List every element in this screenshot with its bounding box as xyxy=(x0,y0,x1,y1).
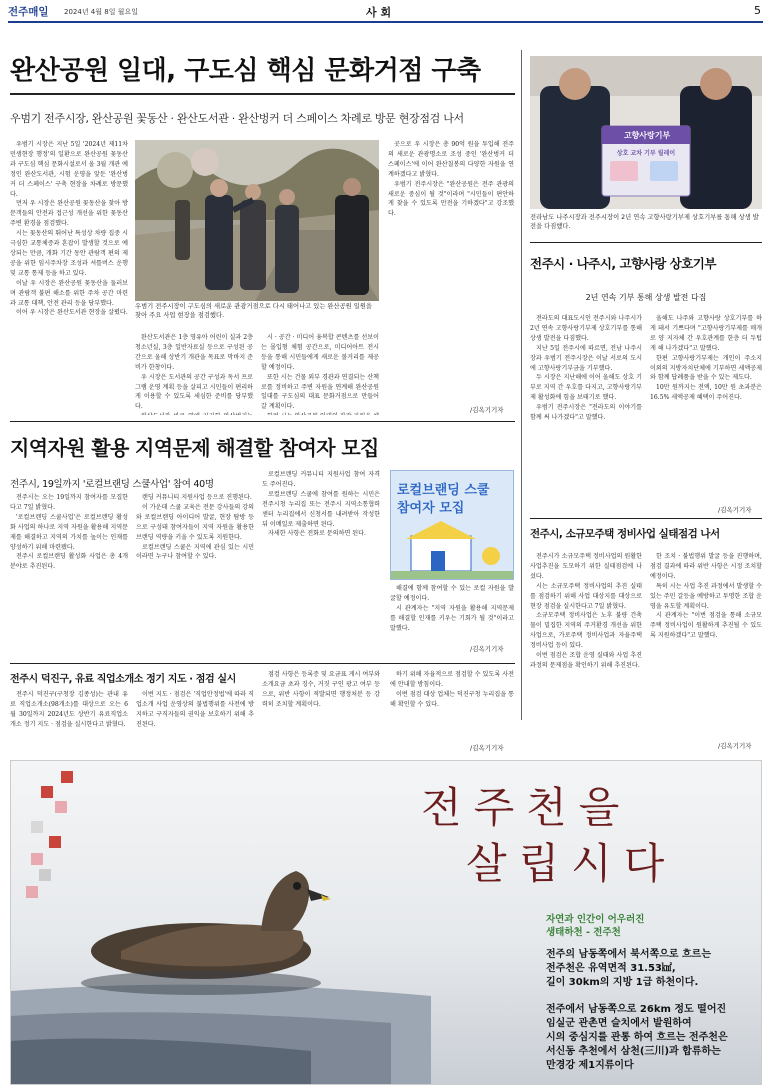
article3-headline: 전주시 덕진구, 유료 직업소개소 정기 지도 · 점검 실시 xyxy=(10,674,236,685)
article4-photo xyxy=(530,56,762,209)
ad-para2 xyxy=(546,1003,728,1073)
article1-paragraph: 곳으로 우 시장은 총 90억 원을 투입해 전주의 새로운 관광명소로 조성 중인 '완산벙커 더 스페이스'에 이어 완산칠봉의 다양한 자원을 연계하겠다고 밝혔다. xyxy=(388,141,514,178)
advertisement xyxy=(10,760,762,1085)
article4-photo-caption: 전라남도 나주시장과 전주시장이 2년 연속 고향사랑기부제 상호기부를 통해 상생 발전을 다짐했다. xyxy=(530,214,759,230)
article1-paragraph: 시 · 공간 · 미디어 융복합 콘텐츠를 선보이는 몰입형 체험 공간으로, 미디어아트 전시 등을 통해 시민들에게 새로운 볼거리를 제공할 예정이다. xyxy=(261,334,379,371)
article3-byline: /김옥기기자 xyxy=(470,744,504,752)
article1-paragraph: 시는 꽃동산의 뛰어난 특성상 차량 집중 시 극심한 교통체증과 혼잡이 발생할 것으로 예상되는 만큼, 개화 기간 동안 관람객 편의 제공을 위한 임시주차장 조성과 셔틀버스 운행 및 교통 통제 등을 하고 있다. xyxy=(10,230,128,277)
article4-paragraph: 우범기 전주시장은 "전라도의 이야기를 함께 써 나가겠다"고 말했다. xyxy=(530,404,642,422)
article5-column-2 xyxy=(650,552,762,737)
ad-tagline1: 자연과 인간이 어우러진 xyxy=(546,914,645,925)
article2-byline: /김옥기기자 xyxy=(470,645,504,653)
ad-para1-line: 길이 30km의 지방 1급 하천이다. xyxy=(546,977,699,988)
masthead xyxy=(8,4,763,20)
article4-subhead: 2년 연속 기부 통해 상생 발전 다짐 xyxy=(585,293,707,302)
article5-column-1 xyxy=(530,552,642,742)
page-number: 5 xyxy=(754,4,761,17)
ad-para1-line: 전주천은 유역면적 31.53㎢, xyxy=(546,963,676,974)
article4-paragraph: 올해도 나주와 고향사랑 상호기부를 하게 돼서 기쁘다며 "고향사랑기부제를 매개로 양 지자체 간 우호관계를 한층 더 두텁게 해 나가겠다"고 말했다. xyxy=(650,315,762,352)
article1-paragraph: 이날 우 시장은 완산공원 꽃동산을 둘러보며 관람객 불편 해소를 위한 주차 공간 마련과 교통 대책, 안전 관리 등을 당부했다. xyxy=(10,279,128,307)
article2-column-2 xyxy=(136,493,254,658)
article3-paragraph: 점검 사항은 등록증 및 요금표 게시 여부와 소개요금 초과 징수, 거짓 구인 광고 여부 등으로, 위반 사항이 적발되면 행정처분 등 강력히 조치할 계획이다. xyxy=(262,671,380,708)
article5-paragraph: 특히 시는 사업 추진 과정에서 발생할 수 있는 주민 갈등을 예방하고 투명한 조합 운영을 유도할 계획이다. xyxy=(650,582,762,610)
article1-headline-rule xyxy=(10,93,515,95)
article5-paragraph: 이번 점검은 조합 운영 실태와 사업 추진 과정의 문제점을 확인하기 위해 추진된다. xyxy=(530,652,642,669)
article2-paragraph: 이 가운데 스쿨 교육은 전문 강사들의 강의와 로컬브랜딩 아이디어 발굴, 현장 탐방 등으로 구성돼 참여자들이 지역 자원을 활용한 브랜딩 역량을 키울 수 있도록 지원한다. xyxy=(136,503,254,541)
article4-column-1 xyxy=(530,314,642,514)
article2-paragraph: 전주시 로컬브랜딩 활성화 사업은 총 4개 분야로 추진된다. xyxy=(10,553,128,571)
article2-paragraph: 랜딩 커뮤니티 지원사업 등으로 진행된다. xyxy=(142,494,252,501)
paper-name: 전주매일 xyxy=(8,6,49,18)
article1-paragraph: 우 시장은 도서관의 공간 구성과 독서 프로그램 운영 계획 등을 살피고 시민들이 편리하게 이용할 수 있도록 세심한 준비를 당부했다. xyxy=(135,373,253,411)
article4-column-2 xyxy=(650,314,762,504)
article5-paragraph: 소규모주택 정비사업은 노후 불량 건축물이 밀집한 지역의 주거환경 개선을 위한 사업으로, 가로주택 정비사업과 자율주택 정비사업 등이 있다. xyxy=(530,612,642,650)
article2-column-1 xyxy=(10,493,128,658)
article1-paragraph: 먼저 우 시장은 완산공원 꽃동산을 찾아 방문객들의 안전과 접근성 개선을 위한 꽃동산 주변 환경을 점검했다. xyxy=(10,200,128,228)
ad-para1 xyxy=(546,948,711,990)
ad-para2-line: 서신동 추천에서 삼천(三川)과 합류하는 xyxy=(546,1046,721,1057)
article2-paragraph: 전주시는 오는 19일까지 참여자를 모집한다고 7일 밝혔다. xyxy=(10,494,128,511)
article2-headline: 지역자원 활용 지역문제 해결할 참여자 모집 xyxy=(10,436,379,460)
article5-paragraph: 한 조치 · 불법행위 발굴 등을 진행하며, 점검 결과에 따라 위반 사항은 시정 조치할 예정이다. xyxy=(650,553,762,580)
article2-paragraph: 로컬브랜딩 커뮤니티 지원사업 참여 자격도 주어진다. xyxy=(262,471,380,488)
article3-column-1 xyxy=(10,690,128,752)
article2-paragraph: 로컬브랜딩 스쿨에 참여를 원하는 시민은 전주시청 누리집 또는 전주시 지역소통협력센터 누리집에서 신청서를 내려받아 작성한 뒤 이메일로 제출하면 된다. xyxy=(262,490,380,528)
photo-banner-title: 고향사랑기부 xyxy=(623,131,671,140)
ad-para2-line: 임실군 관촌면 슬치에서 발원하여 xyxy=(546,1018,692,1029)
article1-column-1 xyxy=(10,140,128,415)
recruitment-poster xyxy=(390,470,514,580)
article5-headline: 전주시, 소규모주택 정비사업 실태점검 나서 xyxy=(530,528,720,540)
article1-photo-caption: 우범기 전주시장이 구도심의 새로운 관광거점으로 다시 태어나고 있는 완산공원 일원을 찾아 주요 사업 현장을 점검했다. xyxy=(135,303,372,319)
article2-subhead: 전주시, 19일까지 '로컬브랜딩 스쿨사업' 참여 40명 xyxy=(10,479,214,490)
article3-paragraph: 하기 위해 자율적으로 점검할 수 있도록 사전에 안내할 방침이다. xyxy=(390,671,514,688)
article4-paragraph: 10만 원까지는 전액, 10만 원 초과분은 16.5% 세액공제 혜택이 주어진다. xyxy=(650,384,762,402)
article2-paragraph: 시 관계자는 "지역 자원을 활용해 지역문제를 해결할 인재를 키우는 기회가 될 것"이라고 말했다. xyxy=(390,604,514,632)
article3-top-rule xyxy=(10,663,515,664)
article2-column-3 xyxy=(262,470,380,660)
article1-byline: /김옥기기자 xyxy=(470,406,504,414)
poster-illustration xyxy=(391,521,514,580)
article1-headline: 완산공원 일대, 구도심 핵심 문화거점 구축 xyxy=(10,56,481,86)
article1-paragraph xyxy=(261,412,379,415)
article2-paragraph: '로컬브랜딩 스쿨사업'은 로컬브랜딩 활성화 사업의 하나로 지역 자원을 활용해 지역문제를 해결하고 지역의 가치를 높이는 인재를 양성하기 위해 마련됐다. xyxy=(10,513,128,551)
poster-subtitle: 참여자 모집 xyxy=(397,501,465,516)
article2-column-4 xyxy=(390,584,514,644)
article5-paragraph: 전주시가 소규모주택 정비사업의 원활한 사업추진을 도모하기 위한 실태점검에 나섰다. xyxy=(530,553,642,580)
article4-headline-rule xyxy=(530,242,762,243)
article4-paragraph: 두 시장은 지난해에 이어 올해도 상호 기부로 지역 간 우호를 다지고, 고향사랑기부제 활성화에 힘을 보태기로 했다. xyxy=(530,374,642,402)
ad-para2-line: 시의 중심지를 관통 하여 흐르는 전주천은 xyxy=(546,1032,728,1043)
article5-top-rule xyxy=(530,518,762,519)
ad-para1-line: 전주의 남동쪽에서 북서쪽으로 흐르는 xyxy=(546,949,712,960)
article4-byline: /김옥기기자 xyxy=(718,506,752,514)
article2-paragraph: 자세한 사항은 전화로 문의하면 된다. xyxy=(268,530,366,538)
article3-paragraph: 이번 점검 대상 업체는 덕진구청 누리집을 통해 확인할 수 있다. xyxy=(390,690,514,708)
article1-column-4 xyxy=(388,140,514,405)
article3-column-4 xyxy=(390,670,514,740)
article5-byline: /김옥기기자 xyxy=(718,742,752,750)
article2-top-rule xyxy=(10,421,515,422)
article1-column-3 xyxy=(261,333,379,415)
article1-paragraph: 이어 우 시장은 완산도서관 현장을 살폈다. xyxy=(16,309,128,317)
article1-paragraph: 또한 시는 건물 외부 경관과 연결되는 산책로를 정비하고 주변 자원을 연계해 완산공원 일대를 구도심의 대표 문화거점으로 만들어갈 계획이다. xyxy=(261,373,379,411)
photo-banner-subtitle: 상호 교차 기부 릴레이 xyxy=(616,150,676,157)
ad-tagline2: 생태하천 - 전주천 xyxy=(546,927,621,938)
article1-paragraph: 완산도서관은 1층 영유아 어린이 실과 2층 청소년실, 3층 일반자료실 등으로 구성된 공간으로 올해 상반기 개관을 목표로 막바지 준비가 한창이다. xyxy=(135,334,253,371)
section-name: 사 회 xyxy=(366,6,392,19)
article1-paragraph: 우범기 시장은 지난 5일 '2024년 제11차 민생현장 행정'의 일환으로 완산공원 꽃동산과 구도심 핵심 문화시설로서 올 3월 개관 예정인 완산도서관, 시험 운영을 앞둔 '완산벙커 더 스페이스' 구축 현장을 차례로 방문했다. xyxy=(10,141,128,198)
ad-title-line1: 전주천을 xyxy=(421,783,632,832)
article1-column-2 xyxy=(135,333,253,415)
park-inspection-photo xyxy=(135,140,379,301)
article2-paragraph: 로컬브랜딩 스쿨은 지역에 관심 있는 시민이라면 누구나 참여할 수 있다. xyxy=(136,543,254,561)
article4-paragraph: 한편 고향사랑기부제는 개인이 주소지 이외의 지방자치단체에 기부하면 세액공제와 함께 답례품을 받을 수 있는 제도다. xyxy=(650,354,762,382)
ad-title-line2: 살립시다 xyxy=(466,839,677,888)
poster-title: 로컬브랜딩 스쿨 xyxy=(397,483,490,498)
header-rule xyxy=(8,21,763,23)
article3-paragraph: 이번 지도 · 점검은 '직업안정법'에 따라 직업소개 사업 운영상의 불법행위를 사전에 방지하고 구직자들의 권익을 보호하기 위해 추진된다. xyxy=(136,691,254,728)
article5-paragraph: 시는 소규모주택 정비사업의 추진 실태를 점검하기 위해 사업 대상지를 대상으로 현장 점검을 실시한다고 7일 밝혔다. xyxy=(530,582,642,610)
article4-paragraph: 전라도의 대표도시인 전주시와 나주시가 2년 연속 고향사랑기부제 상호기부를 통해 상생 발전을 다짐했다. xyxy=(530,315,642,342)
article1-subhead: 우범기 전주시장, 완산공원 꽃동산 · 완산도서관 · 완산벙커 더 스페이스 차례로 방문 현장점검 나서 xyxy=(10,112,464,125)
ad-para2-line: 전주에서 남동쪽으로 26km 정도 떨어진 xyxy=(546,1004,727,1015)
article5-paragraph: 시 관계자는 "이번 점검을 통해 소규모주택 정비사업이 원활하게 추진될 수 있도록 지원하겠다"고 말했다. xyxy=(650,612,762,640)
article3-column-2 xyxy=(136,690,254,752)
article4-headline: 전주시 · 나주시, 고향사랑 상호기부 xyxy=(530,256,716,271)
article1-photo xyxy=(135,140,379,301)
article1-paragraph xyxy=(135,412,253,415)
article2-paragraph: 해결에 함께 참여할 수 있는 로컬 자원을 발굴할 예정이다. xyxy=(390,585,514,602)
article1-paragraph: 우범기 전주시장은 "완산공원은 전주 관광의 새로운 중심이 될 것"이라며 "시민들이 편안하게 찾을 수 있도록 만전을 기하겠다"고 강조했다. xyxy=(388,180,514,218)
article3-column-3 xyxy=(262,670,380,752)
ad-para2-line: 만경강 제1지류이다 xyxy=(546,1060,634,1071)
article3-paragraph: 전주시 덕진구(구청장 김종성)는 관내 유료 직업소개소(98개소)를 대상으로 오는 6월 30일까지 2024년도 상반기 유료직업소개소 정기 지도 · 점검을 실시한다고 밝혔다. xyxy=(10,691,128,728)
column-separator xyxy=(521,50,522,720)
issue-date: 2024년 4월 8일 월요일 xyxy=(64,8,138,16)
article4-paragraph: 지난 5일 전주시에 따르면, 전남 나주시장과 우범기 전주시장은 이날 서로의 도시에 고향사랑기부금을 기부했다. xyxy=(530,344,642,372)
